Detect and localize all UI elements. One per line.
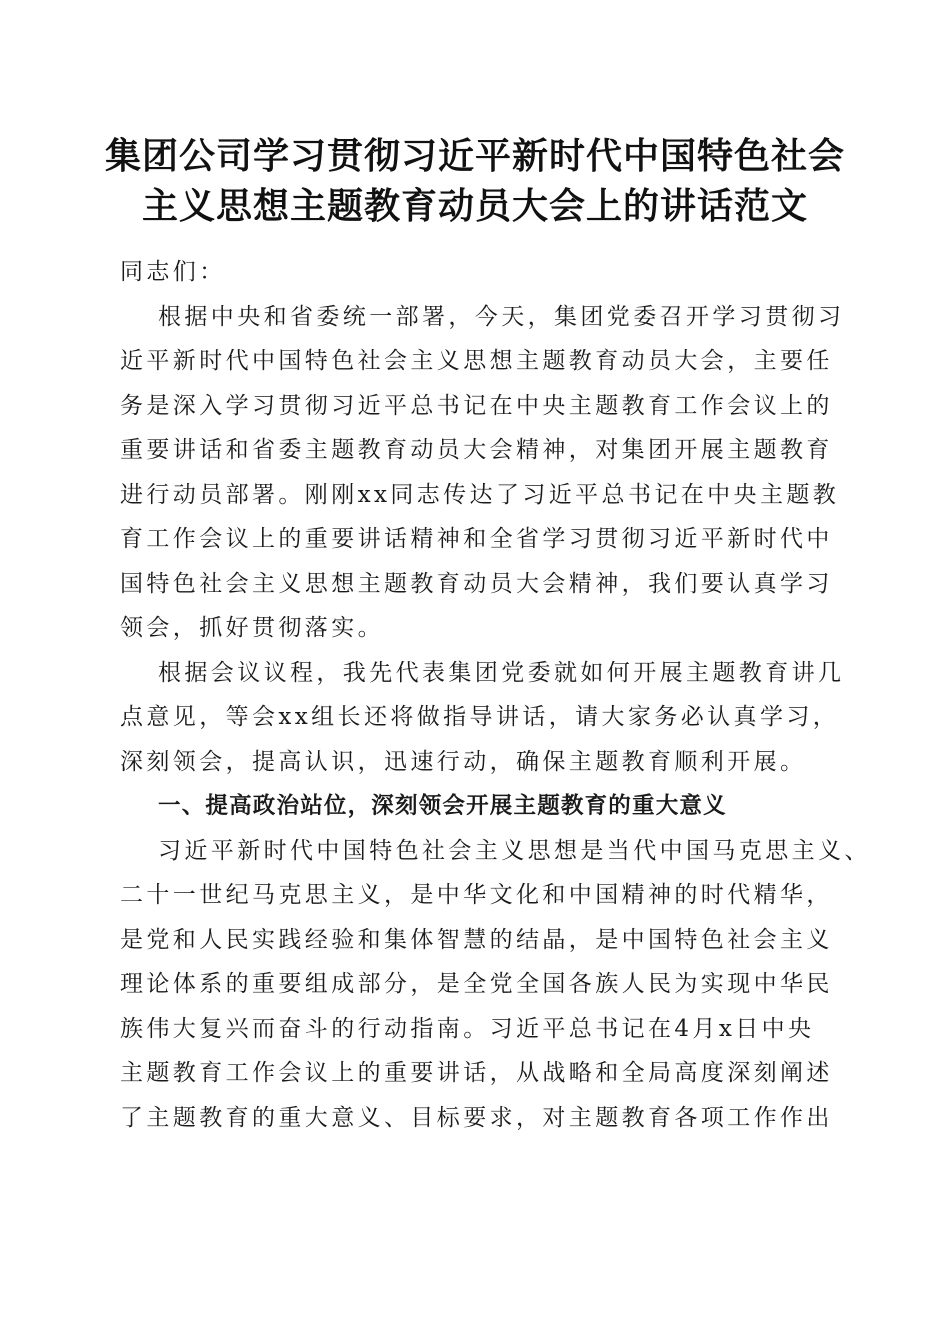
title-line: 主义思想主题教育动员大会上的讲话范文 <box>141 186 808 227</box>
paragraph-line: 务是深入学习贯彻习近平总书记在中央主题教育工作会议上的 <box>120 392 833 419</box>
paragraph-line: 重要讲话和省委主题教育动员大会精神，对集团开展主题教育 <box>120 437 833 463</box>
paragraph-line: 族伟大复兴而奋斗的行动指南。习近平总书记在4月x日中央 <box>120 1015 815 1042</box>
paragraph-line: 习近平新时代中国特色社会主义思想是当代中国马克思主义、 <box>158 837 871 864</box>
paragraph-line: 主题教育工作会议上的重要讲话，从战略和全局高度深刻阐述 <box>120 1060 833 1086</box>
paragraph-line: 育工作会议上的重要讲话精神和全省学习贯彻习近平新时代中 <box>120 526 833 552</box>
salutation: 同志们： <box>120 259 226 285</box>
paragraph-line: 进行动员部署。刚刚xx同志传达了习近平总书记在中央主题教 <box>120 481 840 508</box>
document-title <box>100 132 850 232</box>
section-heading: 一、提高政治站位，深刻领会开展主题教育的重大意义 <box>158 793 727 819</box>
paragraph-line: 理论体系的重要组成部分，是全党全国各族人民为实现中华民 <box>120 971 833 997</box>
paragraph-line: 领会，抓好贯彻落实。 <box>120 615 384 641</box>
paragraph-line: 根据中央和省委统一部署，今天，集团党委召开学习贯彻习 <box>158 303 845 330</box>
paragraph-line: 二十一世纪马克思主义，是中华文化和中国精神的时代精华， <box>120 882 833 908</box>
paragraph-line: 根据会议议程，我先代表集团党委就如何开展主题教育讲几 <box>158 659 845 686</box>
paragraph-line: 点意见，等会xx组长还将做指导讲话，请大家务必认真学习， <box>120 704 840 730</box>
paragraph-line: 国特色社会主义思想主题教育动员大会精神，我们要认真学习 <box>120 570 833 597</box>
title-line: 集团公司学习贯彻习近平新时代中国特色社会 <box>104 136 845 177</box>
paragraph-line: 深刻领会，提高认识，迅速行动，确保主题教育顺利开展。 <box>120 748 807 775</box>
paragraph-line: 是党和人民实践经验和集体智慧的结晶，是中国特色社会主义 <box>120 926 833 953</box>
paragraph-line: 近平新时代中国特色社会主义思想主题教育动员大会，主要任 <box>120 348 833 374</box>
document-body <box>120 250 871 1140</box>
paragraph-line: 了主题教育的重大意义、目标要求，对主题教育各项工作作出 <box>120 1104 833 1131</box>
